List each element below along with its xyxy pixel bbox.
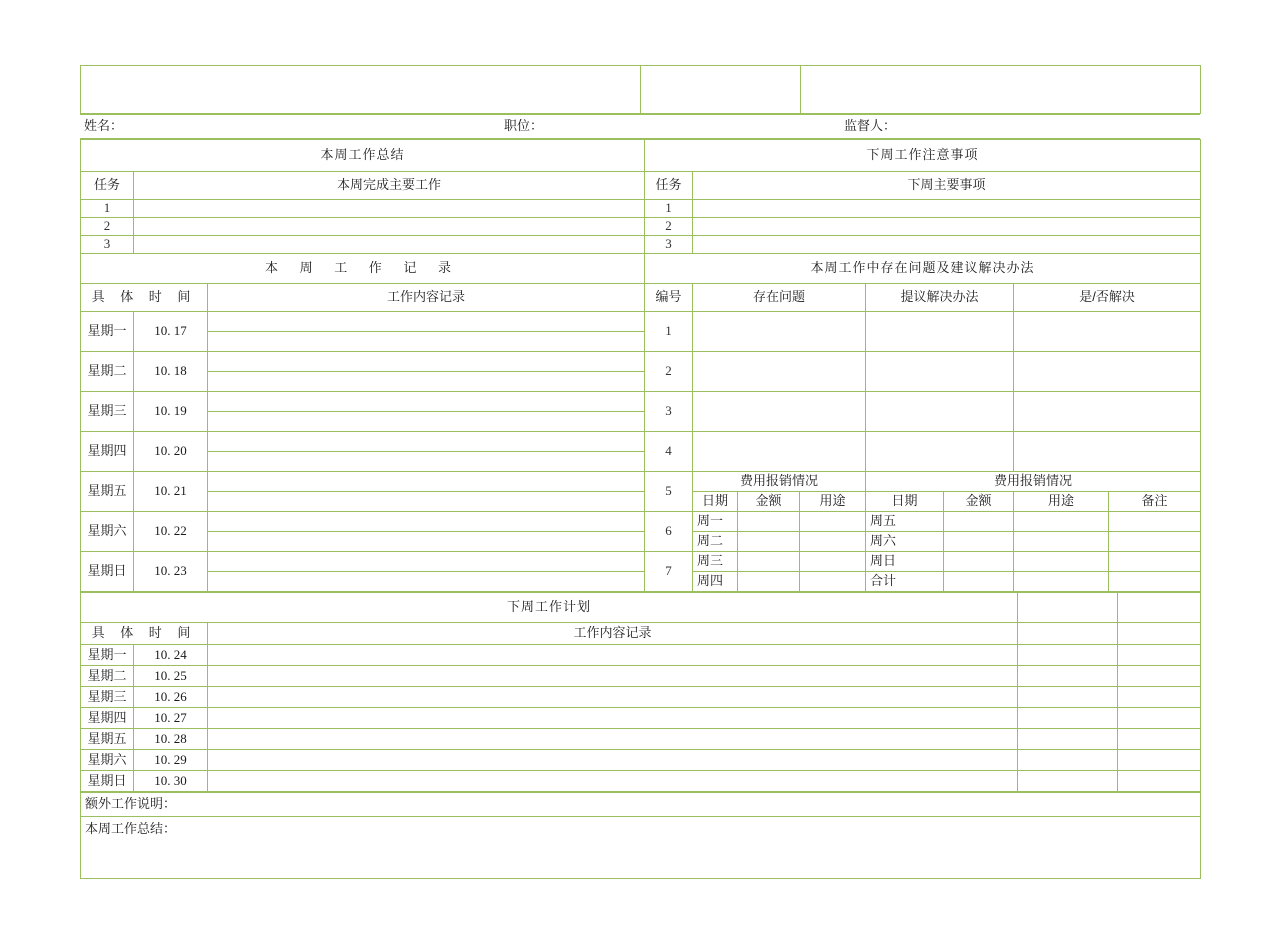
next-week-day-7: 星期日 bbox=[81, 771, 134, 792]
next-week-extra-a-2[interactable] bbox=[1018, 666, 1118, 687]
week-day-6: 星期六 bbox=[81, 512, 134, 552]
expense-usage-left-3[interactable] bbox=[800, 552, 866, 572]
expense-usage-right-2[interactable] bbox=[1014, 532, 1109, 552]
col-resolved: 是/否解决 bbox=[1014, 284, 1201, 312]
week-summary-field[interactable]: 本周工作总结： bbox=[81, 817, 1201, 879]
week-day-5: 星期五 bbox=[81, 472, 134, 512]
expense-remark-right-2[interactable] bbox=[1109, 532, 1201, 552]
section-title-summary-left: 本周工作总结 bbox=[81, 140, 645, 172]
next-week-head-pad-2 bbox=[1118, 623, 1201, 645]
task-input-left-2[interactable] bbox=[134, 218, 645, 236]
next-week-day-1: 星期一 bbox=[81, 645, 134, 666]
col-time-week: 具 体 时 间 bbox=[81, 284, 208, 312]
main-grid bbox=[80, 139, 1201, 592]
task-no-right-1: 1 bbox=[645, 200, 693, 218]
page-title: 工作周报 bbox=[641, 66, 801, 114]
problem-no-6: 6 bbox=[645, 512, 693, 552]
title-spacer-left bbox=[81, 66, 641, 114]
task-no-left-1: 1 bbox=[81, 200, 134, 218]
expense-amount-right-3[interactable] bbox=[944, 552, 1014, 572]
supervisor-field[interactable]: 监督人： bbox=[840, 115, 1200, 139]
week-content-1b[interactable] bbox=[208, 332, 645, 352]
resolved-input-1[interactable] bbox=[1014, 312, 1201, 352]
position-field[interactable]: 职位： bbox=[500, 115, 840, 139]
next-week-date-5: 10. 28 bbox=[134, 729, 208, 750]
expense-col-date-left: 日期 bbox=[693, 492, 738, 512]
week-date-6: 10. 22 bbox=[134, 512, 208, 552]
section-title-problems: 本周工作中存在问题及建议解决办法 bbox=[645, 254, 1201, 284]
next-week-extra-b-6[interactable] bbox=[1118, 750, 1201, 771]
date-label[interactable]: 日期： bbox=[801, 66, 1201, 114]
next-week-grid bbox=[80, 592, 1201, 792]
footer-grid bbox=[80, 792, 1201, 879]
solution-input-2[interactable] bbox=[866, 352, 1014, 392]
expense-col-usage-right: 用途 bbox=[1014, 492, 1109, 512]
next-week-extra-a-1[interactable] bbox=[1018, 645, 1118, 666]
problem-no-5: 5 bbox=[645, 472, 693, 512]
next-week-extra-a-4[interactable] bbox=[1018, 708, 1118, 729]
week-content-1a[interactable] bbox=[208, 312, 645, 332]
week-day-3: 星期三 bbox=[81, 392, 134, 432]
next-week-date-7: 10. 30 bbox=[134, 771, 208, 792]
week-content-2a[interactable] bbox=[208, 352, 645, 372]
next-week-date-3: 10. 26 bbox=[134, 687, 208, 708]
expense-col-usage-left: 用途 bbox=[800, 492, 866, 512]
weekly-report-sheet bbox=[80, 65, 1200, 879]
extra-work-field[interactable]: 额外工作说明： bbox=[81, 793, 1201, 817]
next-week-day-3: 星期三 bbox=[81, 687, 134, 708]
section-title-week-record: 本 周 工 作 记 录 bbox=[81, 254, 645, 284]
next-week-content-1[interactable] bbox=[208, 645, 1018, 666]
expense-day-left-4: 周四 bbox=[693, 572, 738, 592]
problem-input-2[interactable] bbox=[693, 352, 866, 392]
next-week-extra-b-4[interactable] bbox=[1118, 708, 1201, 729]
problem-input-3[interactable] bbox=[693, 392, 866, 432]
expense-remark-right-3[interactable] bbox=[1109, 552, 1201, 572]
solution-input-1[interactable] bbox=[866, 312, 1014, 352]
expense-amount-right-1[interactable] bbox=[944, 512, 1014, 532]
expense-col-remark-right: 备注 bbox=[1109, 492, 1201, 512]
task-no-left-3: 3 bbox=[81, 236, 134, 254]
week-date-4: 10. 20 bbox=[134, 432, 208, 472]
next-week-date-4: 10. 27 bbox=[134, 708, 208, 729]
task-no-left-2: 2 bbox=[81, 218, 134, 236]
section-title-summary-right: 下周工作注意事项 bbox=[645, 140, 1201, 172]
week-content-7a[interactable] bbox=[208, 552, 645, 572]
task-input-right-3[interactable] bbox=[693, 236, 1201, 254]
resolved-input-4[interactable] bbox=[1014, 432, 1201, 472]
col-problem: 存在问题 bbox=[693, 284, 866, 312]
next-week-content-2[interactable] bbox=[208, 666, 1018, 687]
resolved-input-2[interactable] bbox=[1014, 352, 1201, 392]
problem-no-4: 4 bbox=[645, 432, 693, 472]
week-day-2: 星期二 bbox=[81, 352, 134, 392]
week-content-5b[interactable] bbox=[208, 492, 645, 512]
info-row bbox=[80, 114, 1200, 139]
problem-no-7: 7 bbox=[645, 552, 693, 592]
next-week-extra-a-5[interactable] bbox=[1018, 729, 1118, 750]
col-content-next-week: 工作内容记录 bbox=[208, 623, 1018, 645]
problem-input-1[interactable] bbox=[693, 312, 866, 352]
week-day-7: 星期日 bbox=[81, 552, 134, 592]
problem-input-4[interactable] bbox=[693, 432, 866, 472]
expense-day-left-1: 周一 bbox=[693, 512, 738, 532]
task-input-left-1[interactable] bbox=[134, 200, 645, 218]
next-week-content-7[interactable] bbox=[208, 771, 1018, 792]
expense-amount-right-2[interactable] bbox=[944, 532, 1014, 552]
title-band bbox=[80, 65, 1201, 114]
week-content-5a[interactable] bbox=[208, 472, 645, 492]
expense-remark-right-1[interactable] bbox=[1109, 512, 1201, 532]
section-title-next-week: 下周工作计划 bbox=[81, 593, 1018, 623]
next-week-extra-b-5[interactable] bbox=[1118, 729, 1201, 750]
solution-input-4[interactable] bbox=[866, 432, 1014, 472]
col-time-next-week: 具 体 时 间 bbox=[81, 623, 208, 645]
col-solution: 提议解决办法 bbox=[866, 284, 1014, 312]
expense-col-amount-right: 金额 bbox=[944, 492, 1014, 512]
week-content-4a[interactable] bbox=[208, 432, 645, 452]
next-week-day-5: 星期五 bbox=[81, 729, 134, 750]
week-content-3a[interactable] bbox=[208, 392, 645, 412]
task-no-right-3: 3 bbox=[645, 236, 693, 254]
next-week-title-pad-2 bbox=[1118, 593, 1201, 623]
task-input-left-3[interactable] bbox=[134, 236, 645, 254]
col-no-problems: 编号 bbox=[645, 284, 693, 312]
week-content-2b[interactable] bbox=[208, 372, 645, 392]
expense-title-left: 费用报销情况 bbox=[693, 472, 866, 492]
expense-usage-left-4[interactable] bbox=[800, 572, 866, 592]
task-input-right-1[interactable] bbox=[693, 200, 1201, 218]
expense-usage-left-1[interactable] bbox=[800, 512, 866, 532]
week-content-3b[interactable] bbox=[208, 412, 645, 432]
problem-no-1: 1 bbox=[645, 312, 693, 352]
next-week-date-2: 10. 25 bbox=[134, 666, 208, 687]
next-week-extra-b-2[interactable] bbox=[1118, 666, 1201, 687]
col-content-right: 下周主要事项 bbox=[693, 172, 1201, 200]
solution-input-3[interactable] bbox=[866, 392, 1014, 432]
next-week-date-6: 10. 29 bbox=[134, 750, 208, 771]
week-content-6a[interactable] bbox=[208, 512, 645, 532]
next-week-title-pad-1 bbox=[1018, 593, 1118, 623]
week-date-7: 10. 23 bbox=[134, 552, 208, 592]
week-date-1: 10. 17 bbox=[134, 312, 208, 352]
next-week-extra-b-3[interactable] bbox=[1118, 687, 1201, 708]
expense-title-right: 费用报销情况 bbox=[866, 472, 1201, 492]
week-day-1: 星期一 bbox=[81, 312, 134, 352]
expense-day-right-3: 周日 bbox=[866, 552, 944, 572]
week-date-5: 10. 21 bbox=[134, 472, 208, 512]
next-week-head-pad-1 bbox=[1018, 623, 1118, 645]
next-week-date-1: 10. 24 bbox=[134, 645, 208, 666]
col-task-left: 任务 bbox=[81, 172, 134, 200]
expense-total-usage[interactable] bbox=[1014, 572, 1109, 592]
week-date-2: 10. 18 bbox=[134, 352, 208, 392]
name-field[interactable]: 姓名： bbox=[80, 115, 500, 139]
expense-day-left-2: 周二 bbox=[693, 532, 738, 552]
week-content-4b[interactable] bbox=[208, 452, 645, 472]
next-week-content-4[interactable] bbox=[208, 708, 1018, 729]
expense-total-remark[interactable] bbox=[1109, 572, 1201, 592]
expense-amount-left-2[interactable] bbox=[738, 532, 800, 552]
problem-no-3: 3 bbox=[645, 392, 693, 432]
next-week-day-2: 星期二 bbox=[81, 666, 134, 687]
next-week-content-6[interactable] bbox=[208, 750, 1018, 771]
expense-total-label: 合计 bbox=[866, 572, 944, 592]
col-content-week: 工作内容记录 bbox=[208, 284, 645, 312]
task-no-right-2: 2 bbox=[645, 218, 693, 236]
expense-amount-left-1[interactable] bbox=[738, 512, 800, 532]
expense-col-amount-left: 金额 bbox=[738, 492, 800, 512]
task-input-right-2[interactable] bbox=[693, 218, 1201, 236]
next-week-day-4: 星期四 bbox=[81, 708, 134, 729]
expense-day-right-2: 周六 bbox=[866, 532, 944, 552]
week-date-3: 10. 19 bbox=[134, 392, 208, 432]
next-week-extra-a-6[interactable] bbox=[1018, 750, 1118, 771]
next-week-content-3[interactable] bbox=[208, 687, 1018, 708]
expense-usage-right-1[interactable] bbox=[1014, 512, 1109, 532]
next-week-extra-a-3[interactable] bbox=[1018, 687, 1118, 708]
next-week-day-6: 星期六 bbox=[81, 750, 134, 771]
resolved-input-3[interactable] bbox=[1014, 392, 1201, 432]
week-content-6b[interactable] bbox=[208, 532, 645, 552]
expense-usage-right-3[interactable] bbox=[1014, 552, 1109, 572]
expense-day-left-3: 周三 bbox=[693, 552, 738, 572]
col-content-left: 本周完成主要工作 bbox=[134, 172, 645, 200]
week-day-4: 星期四 bbox=[81, 432, 134, 472]
expense-col-date-right: 日期 bbox=[866, 492, 944, 512]
expense-amount-left-3[interactable] bbox=[738, 552, 800, 572]
next-week-extra-b-1[interactable] bbox=[1118, 645, 1201, 666]
expense-total-amount[interactable] bbox=[944, 572, 1014, 592]
problem-no-2: 2 bbox=[645, 352, 693, 392]
expense-usage-left-2[interactable] bbox=[800, 532, 866, 552]
next-week-extra-a-7[interactable] bbox=[1018, 771, 1118, 792]
expense-amount-left-4[interactable] bbox=[738, 572, 800, 592]
col-task-right: 任务 bbox=[645, 172, 693, 200]
next-week-content-5[interactable] bbox=[208, 729, 1018, 750]
next-week-extra-b-7[interactable] bbox=[1118, 771, 1201, 792]
expense-day-right-1: 周五 bbox=[866, 512, 944, 532]
week-content-7b[interactable] bbox=[208, 572, 645, 592]
